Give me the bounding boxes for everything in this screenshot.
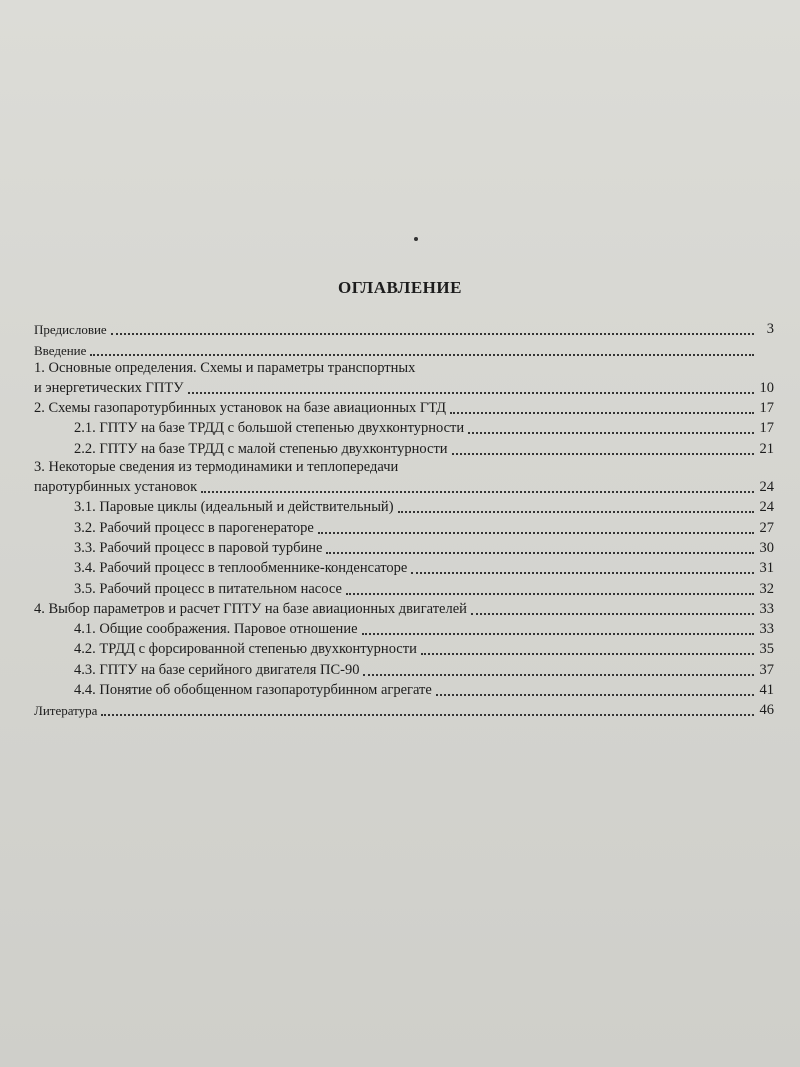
- toc-leader-dots: [363, 673, 754, 676]
- toc-entry: [34, 557, 774, 577]
- toc-leader-dots: [362, 632, 754, 635]
- toc-entry-label: 2.1. ГПТУ на базе ТРДД с большой степенью двухконтурности: [74, 420, 465, 437]
- toc-leader-dots: [402, 472, 754, 473]
- toc-entry: [34, 679, 774, 699]
- toc-leader-dots: [318, 531, 754, 534]
- toc-entry: [34, 417, 774, 437]
- toc-entry: [34, 638, 774, 658]
- toc-page-number: 17: [759, 400, 774, 417]
- toc-page-number: 33: [759, 600, 774, 617]
- toc-leader-dots: [468, 431, 754, 434]
- toc-entry-label: 4.1. Общие соображения. Паровое отношение: [74, 621, 358, 638]
- toc-entry-label: 3.1. Паровые циклы (идеальный и действительный): [74, 499, 394, 516]
- toc-leader-dots: [90, 353, 754, 356]
- toc-leader-dots: [411, 571, 754, 574]
- toc-entry-label: 4. Выбор параметров и расчет ГПТУ на базе авиационных двигателей: [34, 600, 467, 617]
- toc-page-number: 35: [759, 641, 774, 658]
- toc-leader-dots: [111, 332, 754, 335]
- toc-entry: [34, 658, 774, 678]
- toc-leader-dots: [436, 693, 754, 696]
- toc-entry: [34, 377, 774, 397]
- toc-page-number: 31: [759, 560, 774, 577]
- toc-entry-label: 3. Некоторые сведения из термодинамики и теплопередачи: [34, 458, 399, 475]
- toc-entry-label: 3.2. Рабочий процесс в парогенераторе: [74, 519, 314, 536]
- toc-entry: [34, 476, 774, 496]
- toc-page-number: 37: [759, 661, 774, 678]
- toc-leader-dots: [419, 373, 754, 374]
- toc-leader-dots: [452, 452, 754, 455]
- toc-page-number: 32: [759, 580, 774, 597]
- toc-entry-label: 3.5. Рабочий процесс в питательном насосе: [74, 580, 342, 597]
- toc-leader-dots: [101, 713, 754, 716]
- toc-entry: [34, 618, 774, 638]
- toc-page-number: 24: [759, 479, 774, 496]
- toc-leader-dots: [188, 391, 754, 394]
- toc-entry: [34, 577, 774, 597]
- toc-entry: [34, 359, 774, 377]
- toc-page-number: 30: [759, 539, 774, 556]
- toc-leader-dots: [201, 490, 754, 493]
- toc-leader-dots: [471, 612, 754, 615]
- toc-leader-dots: [398, 510, 754, 513]
- toc-entry-label: 3.4. Рабочий процесс в теплообменнике-конденсаторе: [74, 560, 408, 577]
- print-dot: [414, 237, 418, 241]
- toc-entry-label: 4.2. ТРДД с форсированной степенью двухконтурности: [74, 641, 417, 658]
- toc-entry-label: 1. Основные определения. Схемы и параметры транспортных: [34, 359, 416, 376]
- toc-page-number: 3: [766, 321, 774, 338]
- toc-entry-label: 3.3. Рабочий процесс в паровой турбине: [74, 539, 323, 556]
- toc-leader-dots: [421, 652, 754, 655]
- toc-entry-label: Литература: [34, 703, 98, 719]
- toc-page-number: 46: [759, 702, 774, 719]
- toc-entry: [34, 437, 774, 457]
- toc-entry: [34, 318, 774, 338]
- toc-entry-label: 2.2. ГПТУ на базе ТРДД с малой степенью двухконтурности: [74, 440, 448, 457]
- toc-entry: [34, 516, 774, 536]
- toc-leader-dots: [450, 411, 754, 414]
- toc-entry-label: и энергетических ГПТУ: [34, 379, 184, 396]
- toc-entry: [34, 598, 774, 618]
- toc-entry: [34, 458, 774, 476]
- toc-entry: [34, 397, 774, 417]
- toc-page-number: 27: [759, 519, 774, 536]
- toc-entry-label: 4.3. ГПТУ на базе серийного двигателя ПС-90: [74, 661, 360, 678]
- toc-entry-label: 2. Схемы газопаротурбинных установок на базе авиационных ГТД: [34, 400, 447, 417]
- toc-entry: [34, 699, 774, 719]
- toc-page-number: 33: [759, 621, 774, 638]
- toc-page-number: 10: [759, 379, 774, 396]
- toc-entry-label: Введение: [34, 342, 87, 358]
- toc-page-number: 21: [759, 440, 774, 457]
- table-of-contents: [34, 318, 774, 719]
- toc-entry: [34, 537, 774, 557]
- toc-page-number: 41: [759, 682, 774, 699]
- toc-entry: [34, 496, 774, 516]
- toc-leader-dots: [346, 592, 754, 595]
- toc-entry-label: Предисловие: [34, 322, 107, 338]
- toc-entry-label: 4.4. Понятие об обобщенном газопаротурбинном агрегате: [74, 682, 432, 699]
- toc-entry: [34, 338, 774, 358]
- toc-entry-label: паротурбинных установок: [34, 479, 198, 496]
- toc-page-number: 24: [759, 499, 774, 516]
- toc-title: ОГЛАВЛЕНИЕ: [338, 278, 462, 297]
- toc-page-number: 17: [759, 420, 774, 437]
- toc-leader-dots: [326, 551, 754, 554]
